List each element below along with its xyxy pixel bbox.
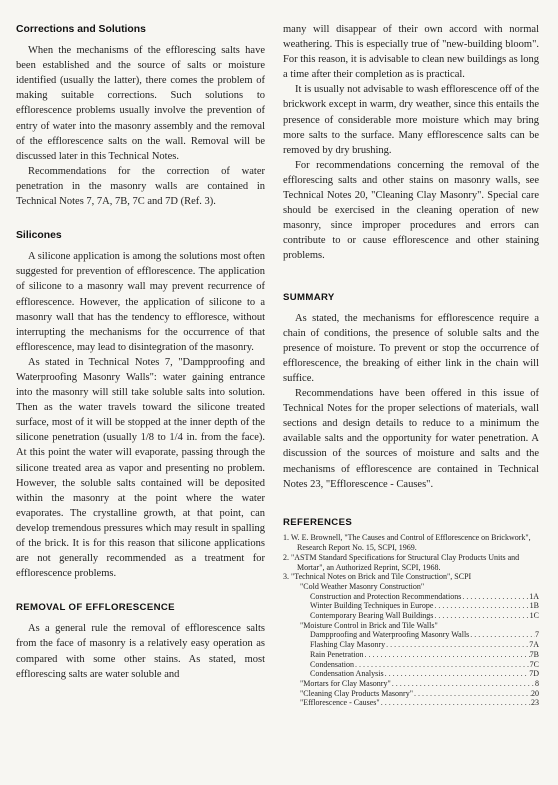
leader-dots [391, 679, 535, 689]
reference-entry [300, 660, 539, 670]
right-column [283, 22, 539, 708]
reference-entry-label: Flashing Clay Masonry [310, 640, 386, 650]
reference-entry-label: Condensation [310, 659, 354, 669]
section-removal [16, 600, 265, 681]
reference-entry-label: Rain Penetration [310, 649, 364, 659]
leader-dots [433, 611, 529, 621]
leader-dots [385, 640, 529, 650]
reference-entry [300, 592, 539, 602]
leader-dots [354, 660, 530, 670]
reference-entry-number: 7A [529, 640, 539, 650]
section-heading-corrections: Corrections and Solutions [16, 24, 146, 35]
paragraph: When the mechanisms of the efflorescing salts have been established and the source of salts or moisture identified (usually the latter), there comes the problem of making suitable corrections. Such solutions to efflorescence problems usually involve the prevention of entry of water into the masonry assembly and the removal of the efflorescence salts on the wall. Removal will be discussed later in this Technical Notes. [16, 45, 265, 162]
reference-entry-number: 7C [529, 659, 539, 669]
reference-group-title: "Cold Weather Masonry Construction" [300, 581, 425, 591]
paragraph: It is usually not advisable to wash efflorescence off of the brickwork except in warm, dry weather, since this entails the presence of considerable more moisture which may bring more salts to the surface. Many efflorescence salts can be removed by dry brushing. [283, 84, 539, 156]
reference-entry-number: 23 [531, 698, 539, 708]
reference-entry-label: Contemporary Bearing Wall Buildings [310, 611, 434, 621]
reference-entry [300, 640, 539, 650]
reference-item: 2. "ASTM Standard Specifications for Structural Clay Products Units and Mortar", an Authorized Reprint, SCPI, 1968. [283, 552, 520, 572]
reference-group-title: "Moisture Control in Brick and Tile Walls" [300, 620, 438, 630]
reference-entry-number: 8 [535, 678, 539, 688]
section-heading-references: REFERENCES [283, 516, 353, 528]
reference-entry-label: Dampproofing and Waterproofing Masonry Walls [310, 630, 470, 640]
reference-entry-number: 20 [531, 688, 539, 698]
reference-entry-number: 1C [529, 611, 539, 621]
reference-entry-number: 7B [529, 649, 539, 659]
reference-entry-label: "Cleaning Clay Products Masonry" [300, 688, 413, 698]
reference-entry-label: Condensation Analysis [310, 669, 384, 679]
section-heading-silicones: Silicones [16, 230, 62, 242]
reference-entry-number: 7D [529, 669, 539, 679]
section-heading-summary: SUMMARY [283, 291, 335, 303]
leader-dots [469, 630, 535, 640]
paragraph: For recommendations concerning the removal of the efflorescing salts and other stains on masonry walls, see Technical Notes 20, "Cleaning Clay Masonry". Special care should be exercised in the cleaning operation of new masonry, since improper procedures and errors can contribute to or cause efflorescence and other staining problems. [283, 159, 539, 262]
leader-dots [461, 592, 529, 602]
paragraph: Recommendations for the correction of water penetration in the masonry walls are contained in Technical Notes 7, 7A, 7B, 7C and 7D (Ref. 3). [16, 165, 265, 208]
leader-dots [364, 650, 530, 660]
reference-entry-number: 7 [535, 630, 539, 640]
reference-entry [300, 679, 539, 689]
paragraph: A silicone application is among the solutions most often suggested for prevention of efflorescence. The application of silicone to a masonry wall may prevent recurrence of efflorescence. However, the application of silicone to a masonry wall that has the tendency to effloresce, without interrupting the mechanisms for the occurrence of that efflorescence, may lead to disintegration of the masonry. [16, 251, 265, 353]
reference-entry [300, 601, 539, 611]
leader-dots [380, 698, 531, 708]
left-column [16, 22, 265, 682]
reference-entry-number: 1B [529, 601, 539, 611]
reference-entry-label: Winter Building Techniques in Europe [310, 601, 434, 611]
reference-entry [300, 611, 539, 621]
paragraph: many will disappear of their own accord with normal weathering. This is especially true of "new-building bloom". For this reason, it is advisable to clean new buildings as long a time after their completion as is practical. [283, 24, 539, 81]
reference-entry [300, 669, 539, 679]
reference-item: 1. W. E. Brownell, "The Causes and Control of Efflorescence on Brickwork", Research Report No. 15, SCPI, 1969. [283, 533, 531, 553]
reference-entry [300, 630, 539, 640]
reference-entry [300, 650, 539, 660]
reference-entry-label: "Mortars for Clay Masonry" [300, 678, 391, 688]
reference-entry [300, 698, 539, 708]
reference-entry-label: Construction and Protection Recommendations [310, 591, 462, 601]
leader-dots [384, 669, 530, 679]
leader-dots [413, 689, 531, 699]
section-silicones [16, 228, 265, 581]
reference-entry-number: 1A [529, 591, 539, 601]
reference-item: 3. "Technical Notes on Brick and Tile Construction", SCPI [283, 572, 472, 582]
leader-dots [433, 601, 529, 611]
section-corrections [16, 22, 265, 209]
reference-entry [300, 689, 539, 699]
paragraph: As stated, the mechanisms for efflorescence require a chain of conditions, the presence of soluble salts and the presence of moisture. To prevent or stop the occurrence of efflorescence, the breaking of either link in the chain will suffice. [283, 312, 539, 384]
section-references [283, 518, 539, 708]
section-heading-removal: REMOVAL OF EFFLORESCENCE [16, 602, 175, 614]
reference-entry-label: "Efflorescence - Causes" [300, 698, 380, 708]
paragraph: As a general rule the removal of efflorescence salts from the face of masonry is a relatively easy operation as compared with some other stains. As stated, most efflorescing salts are water soluble and [16, 623, 265, 680]
section-summary [283, 290, 539, 492]
reference-group [283, 582, 539, 708]
paragraph: As stated in Technical Notes 7, "Dampproofing and Waterproofing Masonry Walls": water gaining entrance into the masonry will still take soluble salts into solution. Then as the water travels toward the silicone treated surface, most of it will be stopped at the inner depth of the silicone penetration (usually 1/8 to 1/4 in. from the face). At this point the water will evaporate, passing through the silicone treated area as vapor and presenting no problem. However, the soluble salts contained will be deposited within the masonry at the point where the water evaporates. The crystalline growth, at that point, can develop tremendous pressures which may result in spalling of the brick. It is for this reason that silicone applications are not generally recommended as a treatment for efflorescence problems. [16, 356, 265, 580]
paragraph: Recommendations have been offered in this issue of Technical Notes for the proper selections of materials, wall sections and design details to reduce to a minimum the available salts and the opportunity for water penetration. A discussion of the sources of moisture and salts and the mechanisms of efflorescence are contained in Technical Notes 23, "Efflorescence - Causes". [283, 388, 539, 490]
section-removal-continued [283, 22, 539, 264]
